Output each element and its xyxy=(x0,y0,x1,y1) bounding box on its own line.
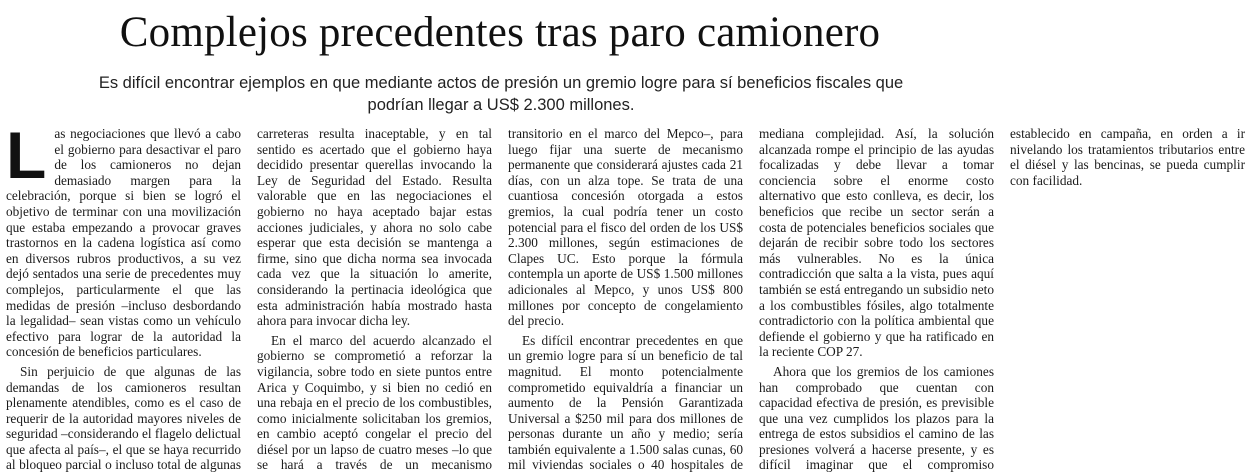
paragraph-2: Sin perjuicio de que algunas de las demandas de los camioneros resultan plenamente atendibles, como es el caso de requerir de la autoridad mayores niveles de seguridad –considerando el flagelo delictual que afecta al país–, el que se haya recurrido al bloqueo parcial o incluso total de algunas carreteras resulta inaceptable, y en tal sentido es acertado que el gobierno haya decidido presentar querellas invocando la Ley de Seguridad del Estado. Resulta valorable que en las negociaciones el gobierno no haya aceptado bajar estas acciones judiciales, y ahora no solo cabe esperar que esta decisión se mantenga a firme, sino que dicha norma sea invocada cada vez que la situación lo amerite, considerando la pertinacia ideológica que esta administración había mostrado hasta ahora para invocar dicha ley. xyxy=(6,126,492,473)
paragraph-1 xyxy=(6,118,241,360)
dropcap-letter: L xyxy=(6,118,47,192)
headline: Complejos precedentes tras paro camionero xyxy=(119,9,881,56)
paragraph-5: Ahora que los gremios de los camiones han comprobado que cuentan con capacidad efectiva de presión, es previsible que una vez cumplidos los plazos para la entrega de estos subsidios el camino de las presiones volverá a hacerse presente, y es difícil imaginar que el compromiso establecido en campaña, en orden a ir nivelando los tratamientos tributarios entre el diésel y las bencinas, se pueda cumplir con facilidad. xyxy=(759,126,1245,473)
paragraph-1-text: as negociaciones que llevó a cabo el gobierno para desactivar el paro de los camioneros no dejan demasiado margen para la celebración, porque si bien se logró el objetivo de terminar con una movilización que estaba empezando a provocar graves trastornos en la cadena logística así como en diversos rubros productivos, a su vez dejó sentados una serie de precedentes muy complejos, particularmente el que las medidas de presión –incluso desbordando la legalidad– sean vistas como un vehículo efectivo para lograr de la autoridad la concesión de beneficios particulares. xyxy=(6,126,241,360)
deck-subtitle: Es difícil encontrar ejemplos en que mediante actos de presión un gremio logre para sí beneficios fiscales que podrían llegar a US$ 2.300 millones. xyxy=(98,74,904,114)
paragraph-3: En el marco del acuerdo alcanzado el gobierno se comprometió a reforzar la vigilancia, sobre todo en siete puntos entre Arica y Coquimbo, y si bien no cedió en una rebaja en el precio de los combustibles, como inicialmente solicitaban los gremios, en cambio aceptó congelar el precio del diésel por un lapso de cuatro meses –lo que se hará a través de un mecanismo transitorio en el marco del Mepco–, para luego fijar una suerte de mecanismo permanente que considerará ajustes cada 21 días, con un alza tope. Se trata de una cuantiosa concesión otorgada a estos gremios, la cual podría tener un costo potencial para el fisco del orden de los US$ 2.300 millones, según estimaciones de Clapes UC. Esto porque la fórmula contempla un aporte de US$ 1.500 millones adicionales al Mepco, y unos US$ 800 millones por concepto de congelamiento del precio. xyxy=(257,126,743,473)
paragraph-4: Es difícil encontrar precedentes en que un gremio logre para sí un beneficio de tal magnitud. El monto potencialmente comprometido equivaldría a financiar un aumento de la Pensión Garantizada Universal a $250 mil para dos millones de personas durante un año y medio; sería también equivalente a 1.500 salas cunas, 60 mil viviendas sociales o 40 hospitales de mediana complejidad. Así, la solución alcanzada rompe el principio de las ayudas focalizadas y debe llevar a tomar conciencia sobre el enorme costo alternativo que esto conlleva, es decir, los beneficios que recibe un sector serán a costa de potenciales beneficios sociales que dejarán de recibir sobre todo los sectores más vulnerables. No es la única contradicción que salta a la vista, pues aquí también se está entregando un subsidio neto a los combustibles fósiles, algo totalmente contradictorio con la política ambiental que defiende el gobierno y que ha ratificado en la reciente COP 27. xyxy=(508,126,994,473)
article-body xyxy=(6,118,1245,474)
